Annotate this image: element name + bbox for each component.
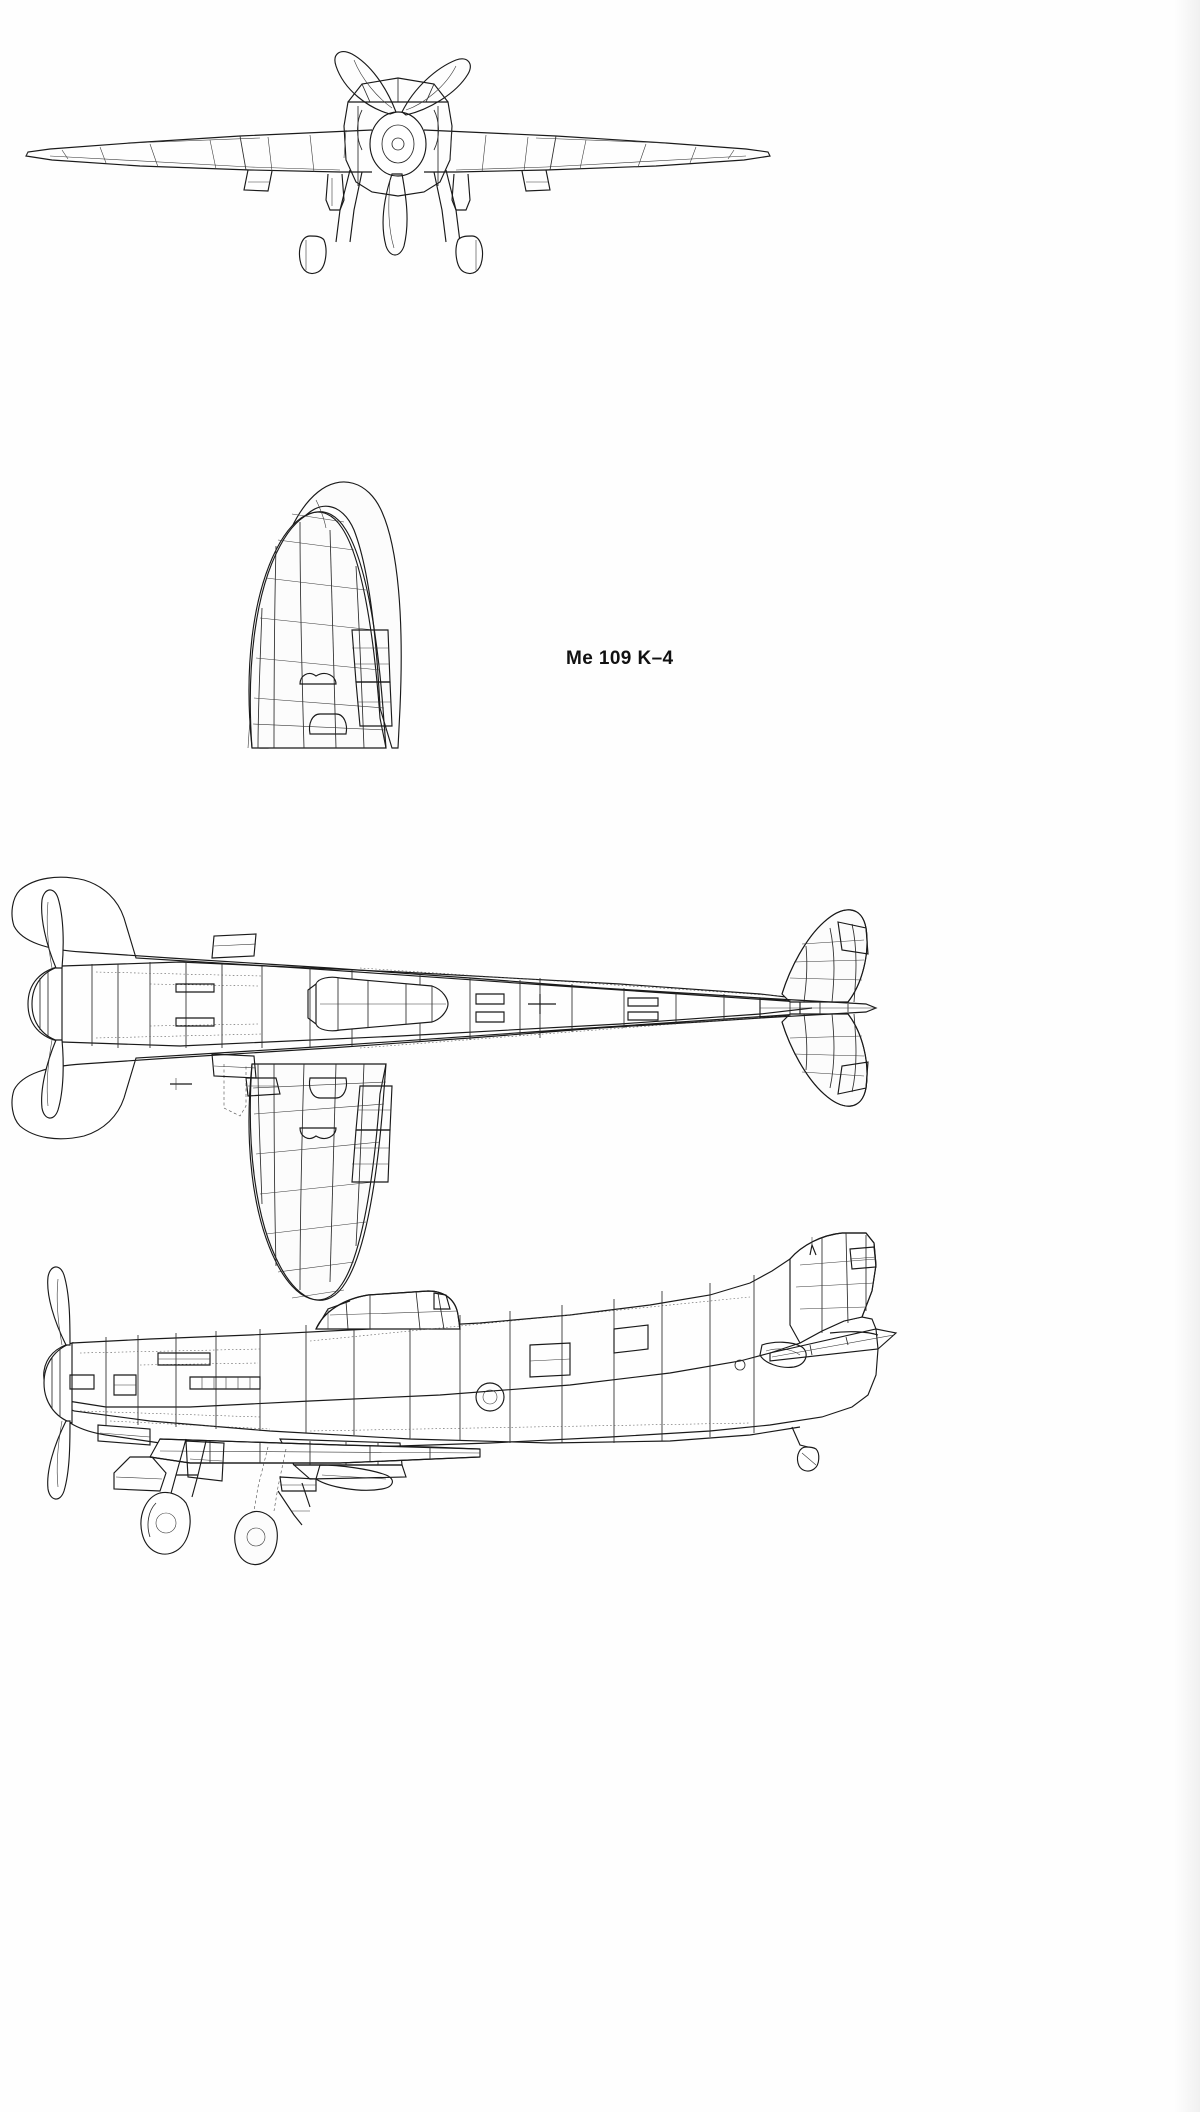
drawing-caption: Me 109 K–4 [566,648,674,669]
front-view [10,10,770,280]
side-view-airframe [44,1233,896,1565]
side-view [10,1225,900,1625]
plan-view-airframe [12,482,876,1300]
front-view-airframe [26,52,770,274]
plan-view [0,278,900,1228]
